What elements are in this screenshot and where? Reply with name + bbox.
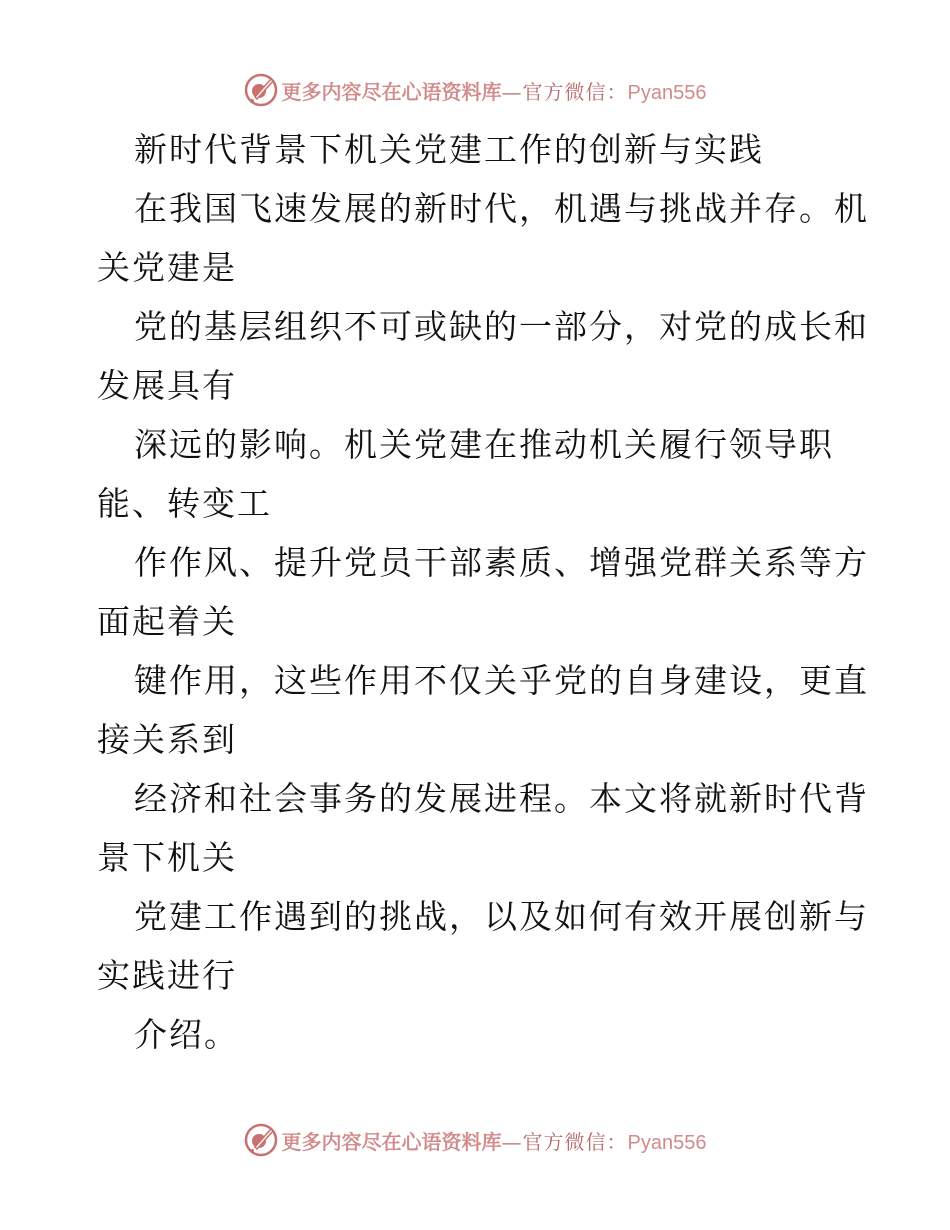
paragraph-line: 作作风、提升党员干部素质、增强党群关系等方: [134, 543, 869, 582]
header-watermark-banner: [0, 70, 950, 110]
watermark-wechat-id: Pyan556: [627, 1131, 707, 1154]
paragraph-line: 能、转变工: [97, 484, 272, 523]
paragraph-line: 在我国飞速发展的新时代，机遇与挑战并存。机: [134, 189, 869, 228]
watermark-wechat-id: Pyan556: [627, 81, 707, 104]
paragraph-line: 面起着关: [97, 602, 237, 641]
document-title: 新时代背景下机关党建工作的创新与实践: [134, 130, 764, 169]
paragraph-line: 接关系到: [97, 720, 237, 759]
paragraph-line: 经济和社会事务的发展进程。本文将就新时代背: [134, 779, 869, 818]
paragraph-line: 发展具有: [97, 366, 237, 405]
watermark-lead-text: 更多内容尽在心语资料库: [281, 79, 502, 104]
watermark-mid-text: —官方微信：: [501, 1129, 628, 1154]
paragraph-line: 景下机关: [97, 838, 237, 877]
pen-logo-icon: [244, 73, 278, 107]
paragraph-line: 关党建是: [97, 248, 237, 287]
footer-watermark-banner: [0, 1120, 950, 1160]
paragraph-line: 深远的影响。机关党建在推动机关履行领导职: [134, 425, 834, 464]
watermark-mid-text: —官方微信：: [501, 79, 628, 104]
document-body: [97, 120, 867, 1064]
paragraph-line: 党的基层组织不可或缺的一部分，对党的成长和: [134, 307, 869, 346]
pen-logo-icon: [244, 1123, 278, 1157]
paragraph-line: 党建工作遇到的挑战，以及如何有效开展创新与: [134, 897, 869, 936]
paragraph-line: 实践进行: [97, 956, 237, 995]
paragraph-line: 介绍。: [134, 1015, 239, 1054]
watermark-lead-text: 更多内容尽在心语资料库: [281, 1129, 502, 1154]
paragraph-line: 键作用，这些作用不仅关乎党的自身建设，更直: [134, 661, 869, 700]
